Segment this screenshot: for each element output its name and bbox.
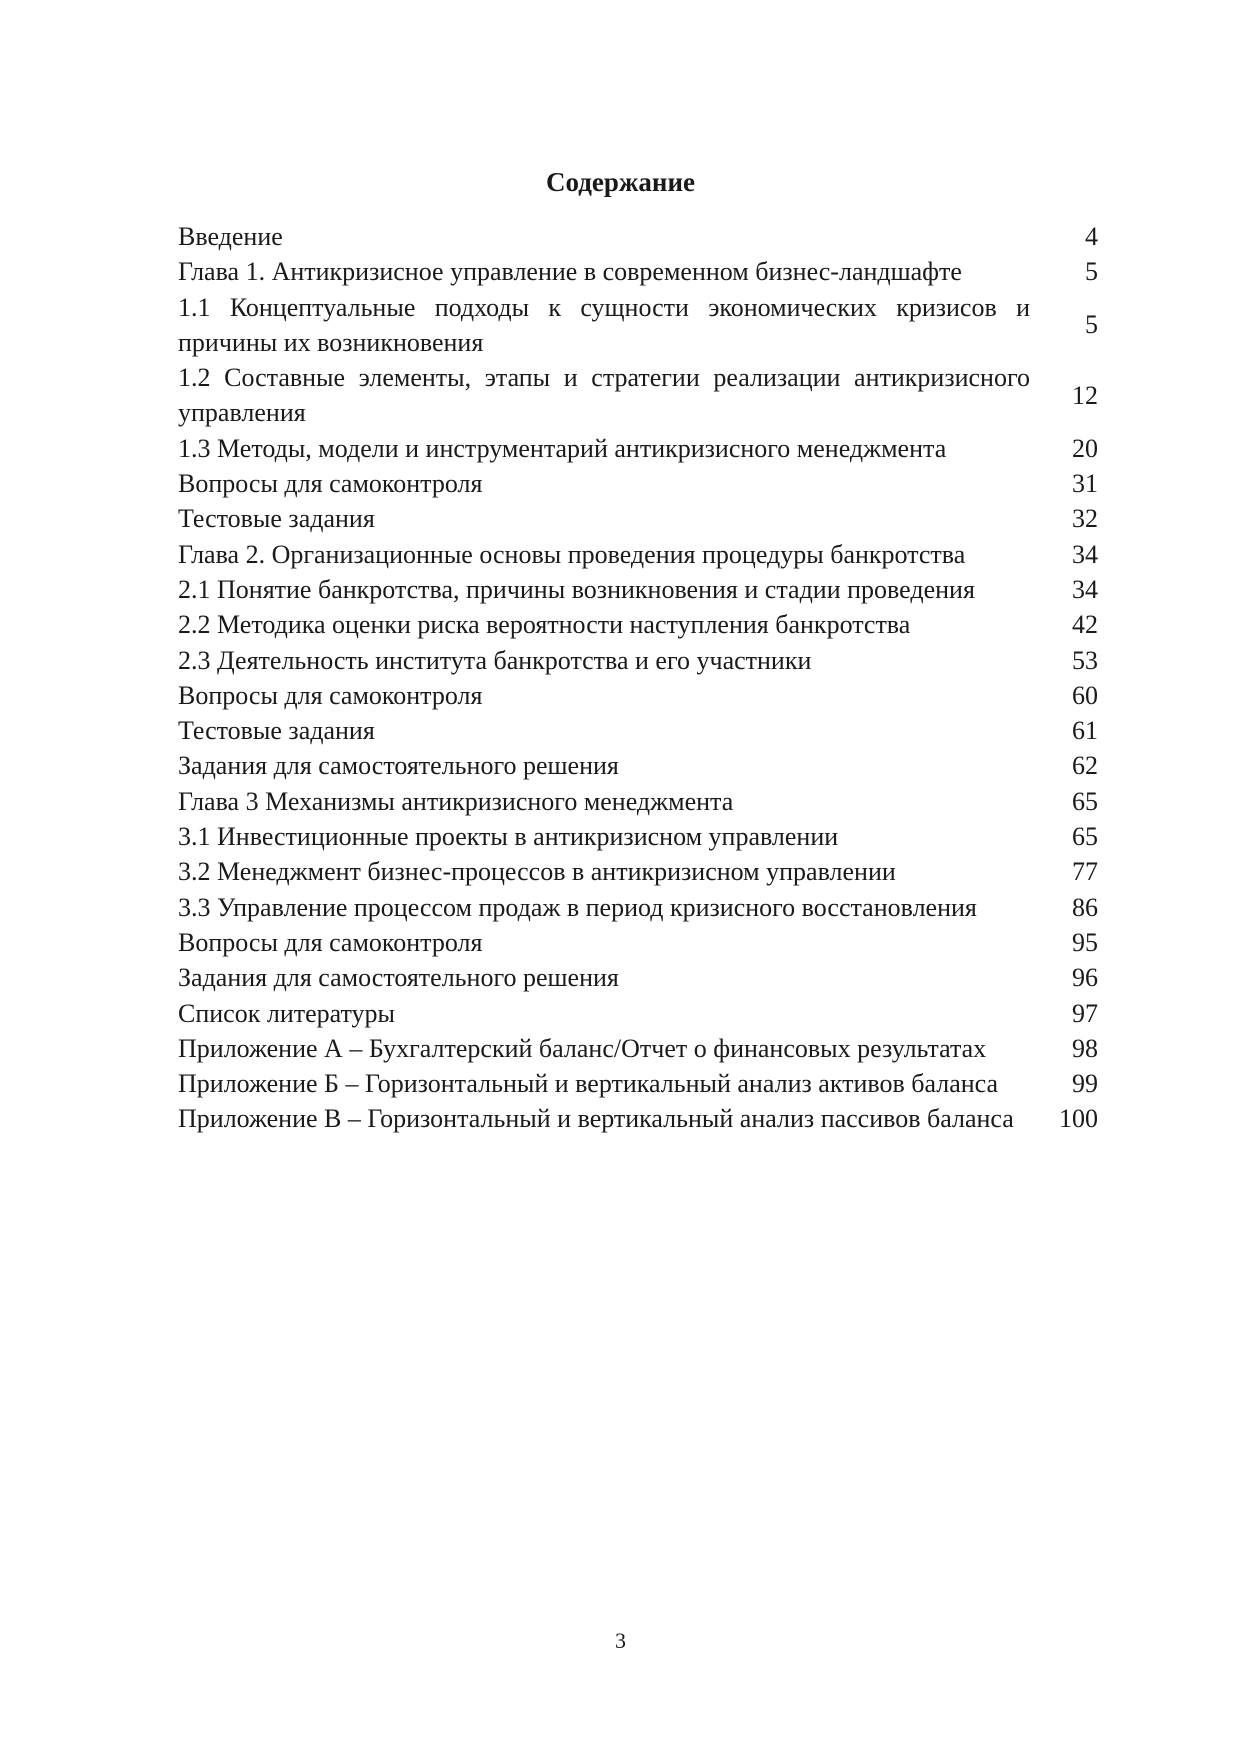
toc-entry-title: 1.1 Концептуальные подходы к сущности экономических кризисов и причины их возникновения [178,292,1030,357]
toc-entry-page: 98 [1072,1033,1098,1063]
toc-entry-title: Введение [178,222,283,251]
toc-entry-page: 5 [1085,310,1098,340]
toc-entry-page: 32 [1072,504,1098,534]
toc-entry-title: Список литературы [178,998,395,1028]
toc-entry[interactable] [178,219,1100,254]
toc-entry[interactable] [178,572,1100,607]
toc-entry-title: 3.3 Управление процессом продаж в период кризисного восстановления [178,892,977,922]
toc-entry[interactable] [178,890,1100,925]
toc-entry[interactable] [178,254,1100,289]
toc-entry[interactable] [178,854,1100,889]
toc-entry[interactable] [178,925,1100,960]
toc-entry-page: 77 [1072,857,1098,887]
toc-entry-page: 42 [1072,610,1098,640]
toc-entry-title: 1.3 Методы, модели и инструментарий антикризисного менеджмента [178,433,947,463]
toc-entry-title: 2.3 Деятельность института банкротства и его участники [178,645,812,675]
toc-entry-page: 97 [1072,998,1098,1028]
toc-entry[interactable] [178,607,1100,642]
toc-entry-page: 62 [1072,751,1098,781]
toc-entry-page: 95 [1072,927,1098,957]
toc-entry[interactable] [178,431,1100,466]
toc-entry-title: 2.2 Методика оценки риска вероятности наступления банкротства [178,610,911,640]
toc-entry-page: 5 [1085,257,1098,287]
toc-entry-page: 20 [1072,433,1098,463]
page-number: 3 [615,1628,626,1653]
toc-entry-page: 53 [1072,645,1098,675]
toc-entry-page: 100 [1059,1104,1098,1134]
toc-entry-page: 99 [1072,1069,1098,1099]
toc-entry-title: Приложение А – Бухгалтерский баланс/Отчет о финансовых результатах [178,1033,987,1063]
toc-entry-title: Приложение В – Горизонтальный и вертикальный анализ пассивов баланса [178,1104,1014,1134]
toc-entry[interactable] [178,501,1100,536]
toc-entry-page: 60 [1072,680,1098,710]
toc-entry[interactable] [178,678,1100,713]
toc-entry-title: Тестовые задания [178,504,375,534]
toc-entry-title: Глава 1. Антикризисное управление в современном бизнес-ландшафте [178,257,962,287]
toc-entry-page: 4 [1085,222,1098,251]
toc-entry-page: 34 [1072,574,1098,604]
toc-entry[interactable] [178,713,1100,748]
toc-entry-page: 31 [1072,469,1098,499]
toc-entry[interactable] [178,290,1100,361]
toc-entry[interactable] [178,1101,1100,1136]
toc-entry-title: Вопросы для самоконтроля [178,469,483,499]
toc-entry-title: Тестовые задания [178,716,375,746]
toc-entry-title: Вопросы для самоконтроля [178,680,483,710]
toc-entry[interactable] [178,784,1100,819]
toc-entry-page: 65 [1072,822,1098,852]
toc-entry-title: 3.2 Менеджмент бизнес-процессов в антикризисном управлении [178,857,896,887]
toc-entry[interactable] [178,643,1100,678]
toc-entry-title: Приложение Б – Горизонтальный и вертикальный анализ активов баланса [178,1069,999,1099]
table-of-contents [178,219,1100,1137]
toc-entry[interactable] [178,1066,1100,1101]
toc-entry-page: 61 [1072,716,1098,746]
toc-entry-title: Глава 3 Механизмы антикризисного менеджмента [178,786,734,816]
toc-entry-title: Глава 2. Организационные основы проведения процедуры банкротства [178,539,966,569]
toc-entry[interactable] [178,819,1100,854]
toc-entry-title: 2.1 Понятие банкротства, причины возникновения и стадии проведения [178,574,975,604]
toc-entry[interactable] [178,537,1100,572]
toc-entry-title: Задания для самостоятельного решения [178,963,619,993]
toc-entry-title: Вопросы для самоконтроля [178,927,483,957]
toc-entry-page: 96 [1072,963,1098,993]
toc-entry[interactable] [178,960,1100,995]
toc-entry-page: 65 [1072,786,1098,816]
page-title: Содержание [545,167,696,197]
toc-entry[interactable] [178,996,1100,1031]
toc-entry-title: 3.1 Инвестиционные проекты в антикризисном управлении [178,822,839,852]
toc-entry[interactable] [178,1031,1100,1066]
toc-entry-page: 12 [1072,380,1098,410]
toc-entry-page: 34 [1072,539,1098,569]
toc-entry[interactable] [178,748,1100,783]
toc-entry[interactable] [178,360,1100,431]
toc-entry-title: 1.2 Составные элементы, этапы и стратегии реализации антикризисного управления [178,363,1030,428]
toc-entry[interactable] [178,466,1100,501]
toc-entry-page: 86 [1072,892,1098,922]
toc-entry-title: Задания для самостоятельного решения [178,751,619,781]
